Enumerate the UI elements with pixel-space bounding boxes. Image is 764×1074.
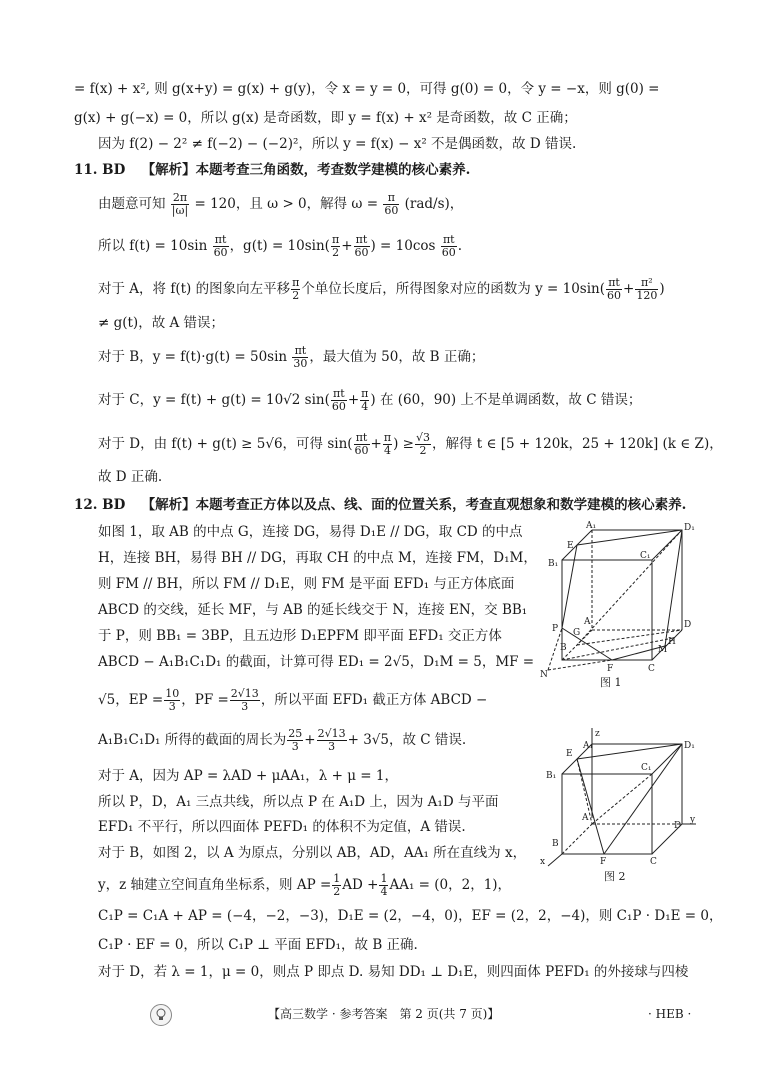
point-label: D: [684, 620, 692, 630]
point-label: D₁: [684, 523, 695, 533]
point-label: A₁: [583, 741, 594, 751]
point-label: C₁: [641, 763, 652, 773]
fraction: $\frac{\pi t}{60}$: [441, 233, 456, 259]
text-line: ABCD − A₁B₁C₁D₁ 的截面，计算可得 ED₁ = 2√5，D₁M = 5，MF =: [98, 654, 535, 670]
point-label: D: [674, 821, 682, 831]
problem-summary: 本题考查正方体以及点、线、面的位置关系，考查直观想象和数学建模的核心素养.: [195, 497, 687, 513]
point-label: B: [552, 839, 559, 849]
figure-2-caption: 图 2: [604, 870, 626, 883]
text-line: A₁B₁C₁D₁ 所得的截面的周长为 $\frac{25}{3}$ + $\frac{2√13}{3}$ + 3√5，故 C 错误.: [98, 727, 467, 753]
fraction: $\frac{\pi t}{60}$: [213, 233, 228, 259]
point-label: D₁: [684, 741, 695, 751]
fraction: $\frac{10}{3}$: [165, 687, 180, 713]
point-label: P: [552, 624, 559, 634]
figure-2-cube: [538, 728, 698, 868]
text-line: 所以 P，D，A₁ 三点共线，所以点 P 在 A₁D 上，因为 A₁D 与平面: [98, 794, 499, 810]
point-label: C₁: [640, 551, 651, 561]
text-line: 由题意可知 $\frac{2\pi}{|\omega|}$ = 120，且 ω > 0，解得 ω = $\frac{\pi}{60}$ (rad/s)，: [98, 191, 464, 217]
point-label: E: [566, 749, 573, 759]
fraction: $\frac{1}{4}$: [380, 872, 388, 898]
fraction: $\frac{√3}{2}$: [415, 431, 430, 457]
figure-1-caption: 图 1: [600, 676, 622, 689]
text-line: 对于 B，y = f(t)·g(t) = 50sin $\frac{\pi t}{30}$ ，最大值为 50，故 B 正确；: [98, 344, 485, 370]
lightbulb-icon: [150, 1004, 172, 1026]
fraction: $\frac{\pi t}{60}$: [354, 233, 369, 259]
fraction: $\frac{\pi t}{30}$: [293, 344, 308, 370]
point-label: N: [540, 670, 548, 680]
point-label: F: [607, 664, 614, 674]
text-line: √5，EP = $\frac{10}{3}$ ，PF = $\frac{2√13}{3}$ ，所以平面 EFD₁ 截正方体 ABCD −: [98, 687, 488, 713]
point-label: A₁: [586, 521, 597, 531]
point-label: E: [567, 541, 574, 551]
point-label: A: [584, 617, 591, 627]
fraction: $\frac{\pi}{4}$: [383, 431, 392, 457]
fraction: $\frac{\text{π²}}{120}$: [636, 276, 658, 302]
point-label: B₁: [546, 771, 557, 781]
text-line: 所以 f(t) = 10sin $\frac{\pi t}{60}$ ，g(t) = 10sin( $\frac{\pi}{2}$ + $\frac{\pi t}{60}$ ) = 10cos $\frac{\pi t}{60}$ .: [98, 233, 463, 259]
problem-number: 11. BD: [74, 162, 126, 178]
problem-number: 12. BD: [74, 497, 126, 513]
text-line: 则 FM // BH，所以 FM // D₁E，则 FM 是平面 EFD₁ 与正方体底面: [98, 576, 515, 592]
fraction: $\frac{\pi}{4}$: [361, 387, 369, 413]
fraction: $\frac{1}{2}$: [333, 872, 341, 898]
fraction: $\frac{25}{3}$: [288, 727, 303, 753]
fraction: $\frac{\pi}{2}$: [292, 276, 300, 302]
text-line: 对于 D，若 λ = 1，μ = 0，则点 P 即点 D. 易知 DD₁ ⊥ D₁E，则四面体 PEFD₁ 的外接球与四棱: [98, 964, 689, 980]
text-line: g(x) + g(−x) = 0，所以 g(x) 是奇函数，即 y = f(x) + x² 是奇函数，故 C 正确；: [74, 110, 577, 126]
fraction: $\frac{\pi}{2}$: [331, 233, 340, 259]
point-label: B₁: [548, 559, 559, 569]
analysis-tag: 【解析】: [141, 162, 196, 178]
axis-label: y: [690, 815, 696, 825]
fraction: $\frac{2\pi}{|\omega|}$: [171, 191, 189, 217]
axis-label: z: [595, 729, 600, 739]
text-line: ≠ g(t)，故 A 错误；: [98, 315, 225, 331]
fraction: $\frac{\pi t}{60}$: [354, 431, 369, 457]
footer-code: · HEB ·: [648, 1007, 692, 1021]
text-line: 对于 D，由 f(t) + g(t) ≥ 5√6，可得 sin( $\frac{\pi t}{60}$ + $\frac{\pi}{4}$ ) ≥ $\frac{√3}{2}$ ，解得 t ∈ [5 + 120k，25 + 120k] (k ∈ Z)，: [98, 431, 723, 457]
footer-page-info: 【高三数学 · 参考答案 第 2 页(共 7 页)】: [268, 1007, 500, 1021]
problem-11-header: [74, 160, 470, 180]
text-line: 对于 C，y = f(t) + g(t) = 10√2 sin( $\frac{\pi t}{60}$ + $\frac{\pi}{4}$ ) 在 (60，90) 上不是单调函数，故 C 错误；: [98, 387, 642, 413]
axis-label: x: [540, 857, 546, 867]
fraction: $\frac{\pi}{60}$: [384, 191, 399, 217]
fraction: $\frac{\pi t}{60}$: [331, 387, 346, 413]
text-line: C₁P = C₁A + AP = (−4，−2，−3)，D₁E = (2，−4，0)，EF = (2，2，−4)，则 C₁P · D₁E = 0，: [98, 908, 723, 924]
point-label: H: [668, 637, 676, 647]
point-label: B: [560, 643, 567, 653]
problem-summary: 本题考查三角函数，考查数学建模的核心素养.: [195, 162, 471, 178]
text-line: EFD₁ 不平行，所以四面体 PEFD₁ 的体积不为定值，A 错误.: [98, 819, 466, 835]
text-line: H，连接 BH，易得 BH // DG，再取 CH 的中点 M，连接 FM，D₁M，: [98, 550, 537, 566]
text-line: 于 P，则 BB₁ = 3BP，且五边形 D₁EPFM 即平面 EFD₁ 交正方体: [98, 628, 502, 644]
text-line: 故 D 正确.: [98, 469, 163, 485]
point-label: F: [600, 857, 607, 867]
point-label: C: [648, 664, 655, 674]
point-label: G: [573, 628, 581, 638]
fraction: $\frac{2√13}{3}$: [230, 687, 259, 713]
point-label: M: [658, 645, 668, 655]
text-line: ABCD 的交线，延长 MF，与 AB 的延长线交于 N，连接 EN，交 BB₁: [98, 602, 528, 618]
text-line: 如图 1，取 AB 的中点 G，连接 DG，易得 D₁E // DG，取 CD 的中点: [98, 524, 523, 540]
fraction: $\frac{2√13}{3}$: [317, 727, 346, 753]
text-line: 对于 A，因为 AP = λAD + μAA₁，λ + μ = 1，: [98, 768, 398, 784]
analysis-tag: 【解析】: [141, 497, 196, 513]
problem-12-header: [74, 495, 686, 515]
text-line: y，z 轴建立空间直角坐标系，则 AP = $\frac{1}{2}$ AD + $\frac{1}{4}$ AA₁ = (0，2，1)，: [98, 872, 512, 898]
text-line: 因为 f(2) − 2² ≠ f(−2) − (−2)²，所以 y = f(x) − x² 不是偶函数，故 D 错误.: [98, 136, 577, 152]
text-line: = f(x) + x², 则 g(x+y) = g(x) + g(y)，令 x = y = 0，可得 g(0) = 0，令 y = −x，则 g(0) =: [74, 81, 660, 97]
text-line: 对于 B，如图 2，以 A 为原点，分别以 AB，AD，AA₁ 所在直线为 x，: [98, 845, 527, 861]
fraction: $\frac{\pi t}{60}$: [607, 276, 622, 302]
point-label: C: [650, 857, 657, 867]
point-label: A: [582, 813, 589, 823]
figure-1-cube: [540, 520, 700, 690]
text-line: C₁P · EF = 0，所以 C₁P ⊥ 平面 EFD₁，故 B 正确.: [98, 937, 418, 953]
text-line: 对于 A，将 f(t) 的图象向左平移 $\frac{\pi}{2}$ 个单位长度后，所得图象对应的函数为 y = 10sin( $\frac{\pi t}{60}$ + $\frac{\text{π²}}{120}$ ): [98, 276, 665, 302]
